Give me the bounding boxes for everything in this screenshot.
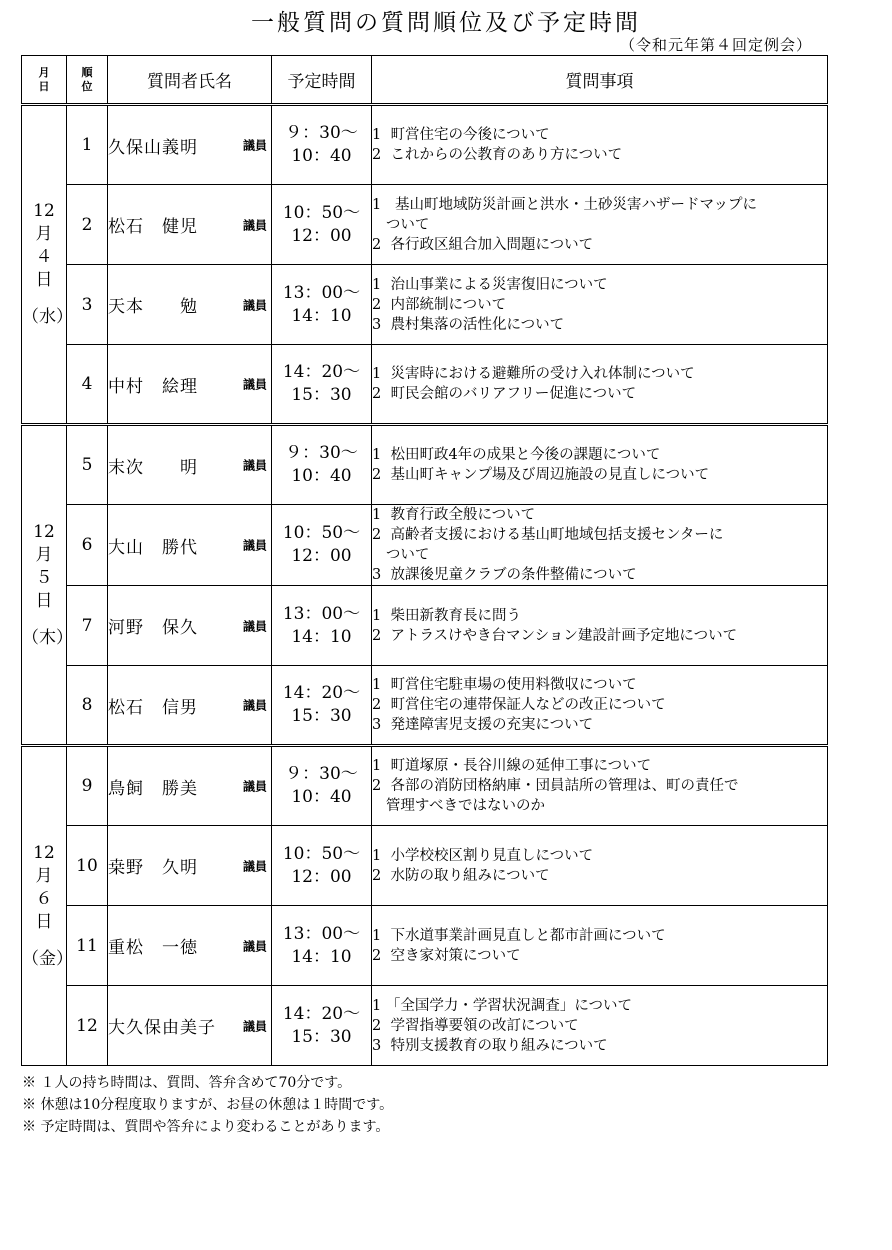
time-cell (272, 986, 372, 1066)
title-suffix: 議員 (242, 538, 267, 553)
day-date (22, 105, 73, 425)
topic-item: 2 各部の消防団格納庫・団員詰所の管理は、町の責任で 管理すべきではないのか (372, 778, 739, 814)
topics-cell (372, 345, 828, 425)
page-title: 一般質問の質問順位及び予定時間 (251, 10, 641, 36)
name-cell (108, 105, 272, 185)
date-part: 日 (35, 590, 53, 611)
table-row (22, 505, 828, 586)
questioner-name: 久保山義明 (108, 137, 198, 158)
note-1: ※ １人の持ち時間は、質問、答弁含めて70分です。 (22, 1075, 352, 1091)
topics-cell (372, 265, 828, 345)
date-part: 日 (35, 270, 53, 290)
topic-item: 2 町営住宅の連帯保証人などの改正について (372, 697, 666, 713)
questioner-name: 松石 信男 (108, 697, 198, 718)
topic-item: 3 発達障害児支援の充実について (372, 717, 594, 733)
name-cell (108, 425, 272, 505)
table-row (22, 105, 828, 185)
name-cell (108, 505, 272, 586)
end-time: 12：00 (291, 546, 352, 566)
name-cell (108, 185, 272, 265)
title-suffix: 議員 (242, 779, 267, 794)
end-time: 15：30 (291, 706, 352, 726)
page-subtitle: （令和元年第４回定例会） (619, 36, 812, 54)
day-date (22, 746, 73, 1066)
end-time: 15：30 (291, 1026, 352, 1047)
date-part: 月 (35, 544, 53, 565)
topics-cell (372, 986, 828, 1066)
topic-item: 1 治山事業による災害復旧について (372, 276, 608, 293)
topic-item: 1 柴田新教育長に問う (372, 607, 521, 624)
topic-item: 1 教育行政全般について (372, 507, 536, 523)
topics-cell (372, 746, 828, 826)
name-cell (108, 666, 272, 746)
rank-cell: 7 (67, 586, 108, 666)
table-row (22, 586, 828, 666)
rank-cell: 11 (67, 906, 108, 986)
header-name: 質問者氏名 (108, 56, 272, 105)
questioner-name: 中村 絵理 (108, 376, 198, 397)
rank-cell: 10 (67, 826, 108, 906)
end-time: 14：10 (291, 946, 352, 967)
topic-item: 1 町営住宅駐車場の使用料徴収について (372, 677, 637, 693)
topic-item: 1 小学校校区割り見直しについて (372, 847, 594, 864)
table-row (22, 906, 828, 986)
topic-item: 1 町道塚原・長谷川線の延伸工事について (372, 758, 652, 774)
note-2: ※ 休憩は10分程度取りますが、お昼の休憩は１時間です。 (22, 1097, 394, 1113)
topic-item: 2 アトラスけやき台マンション建設計画予定地について (372, 627, 738, 644)
topics-cell (372, 105, 828, 185)
table-row (22, 746, 828, 826)
topic-item: 2 これからの公教育のあり方について (372, 147, 623, 163)
topics-cell (372, 185, 828, 265)
time-cell (272, 505, 372, 586)
table-header (22, 56, 828, 105)
end-time: 15：30 (291, 385, 352, 405)
time-cell (272, 826, 372, 906)
topic-item: 3 放課後児童クラブの条件整備について (372, 567, 637, 583)
date-part: ４ (35, 247, 53, 267)
questioner-name: 大山 勝代 (108, 537, 198, 558)
topics-cell (372, 906, 828, 986)
topic-item: 1 町営住宅の今後について (372, 127, 550, 143)
questioner-name: 重松 一徳 (108, 938, 198, 958)
start-time: ９：30～ (285, 443, 358, 463)
topics-cell (372, 586, 828, 666)
title-suffix: 議員 (242, 218, 267, 232)
rank-cell: 5 (67, 425, 108, 505)
name-cell (108, 345, 272, 425)
header-date: 月 日 (22, 56, 67, 105)
title-suffix: 議員 (242, 698, 267, 713)
date-part: 12 (33, 842, 55, 863)
start-time: 13：00～ (282, 603, 361, 624)
time-cell (272, 586, 372, 666)
table-row (22, 986, 828, 1066)
notes (22, 1072, 393, 1138)
day-group (22, 105, 828, 425)
name-cell (108, 906, 272, 986)
end-time: 10：40 (291, 146, 352, 166)
topics-cell (372, 505, 828, 586)
name-cell (108, 265, 272, 345)
date-part: ５ (35, 567, 53, 588)
topic-item: 2 各行政区組合加入問題について (372, 236, 594, 253)
end-time: 14：10 (291, 305, 352, 326)
date-part: 12 (33, 521, 55, 542)
end-time: 10：40 (291, 466, 352, 486)
title-suffix: 議員 (242, 619, 267, 633)
time-cell (272, 666, 372, 746)
name-cell (108, 826, 272, 906)
time-cell (272, 265, 372, 345)
end-time: 12：00 (291, 225, 352, 246)
start-time: ９：30～ (285, 764, 358, 784)
start-time: 14：20～ (282, 1003, 361, 1024)
weekday: （水） (22, 307, 73, 327)
time-cell (272, 746, 372, 826)
start-time: 10：50～ (282, 202, 361, 223)
questioner-name: 松石 健児 (108, 217, 198, 237)
topic-item: 1 基山町地域防災計画と洪水・土砂災害ハザードマップに ついて (372, 196, 757, 233)
weekday: （木） (22, 627, 73, 648)
topic-item: 2 内部統制について (372, 296, 507, 313)
date-part: 月 (35, 224, 53, 244)
time-cell (272, 906, 372, 986)
start-time: 13：00～ (282, 923, 361, 944)
questioner-name: 末次 明 (108, 457, 198, 478)
day-group (22, 425, 828, 746)
title-suffix: 議員 (242, 1019, 267, 1033)
start-time: 10：50～ (282, 523, 361, 543)
day-group (22, 746, 828, 1066)
title-suffix: 議員 (242, 138, 267, 153)
title-suffix: 議員 (242, 377, 267, 392)
end-time: 14：10 (291, 626, 352, 647)
date-part: 12 (33, 201, 55, 221)
rank-cell: 3 (67, 265, 108, 345)
rank-cell: 9 (67, 746, 108, 826)
time-cell (272, 345, 372, 425)
topic-item: 3 農村集落の活性化について (372, 316, 565, 333)
weekday: （金） (22, 948, 73, 969)
topics-cell (372, 666, 828, 746)
header-topics: 質問事項 (372, 56, 828, 105)
questioner-name: 河野 保久 (108, 618, 198, 638)
note-3: ※ 予定時間は、質問や答弁により変わることがあります。 (22, 1119, 390, 1135)
topic-item: 1 下水道事業計画見直しと都市計画について (372, 927, 666, 944)
time-cell (272, 105, 372, 185)
topic-item: 3 特別支援教育の取り組みについて (372, 1037, 608, 1054)
date-part: 日 (35, 911, 53, 932)
rank-cell: 4 (67, 345, 108, 425)
topics-cell (372, 425, 828, 505)
date-part: ６ (35, 888, 53, 909)
start-time: 14：20～ (282, 683, 361, 703)
name-cell (108, 986, 272, 1066)
title-suffix: 議員 (242, 298, 267, 312)
rank-cell: 6 (67, 505, 108, 586)
time-cell (272, 425, 372, 505)
topic-item: 1 松田町政4年の成果と今後の課題について (372, 447, 661, 463)
table-row (22, 826, 828, 906)
questioner-name: 大久保由美子 (108, 1018, 216, 1038)
topic-item: 2 学習指導要領の改訂について (372, 1017, 579, 1034)
topic-item: 1 災害時における避難所の受け入れ体制について (372, 366, 695, 382)
date-part: 月 (35, 865, 53, 886)
day-date (22, 425, 73, 746)
questioner-name: 鳥飼 勝美 (108, 778, 198, 799)
rank-cell: 2 (67, 185, 108, 265)
rank-cell: 8 (67, 666, 108, 746)
start-time: ９：30～ (285, 123, 358, 143)
rank-cell: 12 (67, 986, 108, 1066)
table-row (22, 265, 828, 345)
header-time: 予定時間 (272, 56, 372, 105)
name-cell (108, 746, 272, 826)
topics-cell (372, 826, 828, 906)
schedule-table (21, 55, 828, 1066)
start-time: 13：00～ (282, 282, 361, 303)
title-suffix: 議員 (242, 458, 267, 473)
table-row (22, 425, 828, 505)
time-cell (272, 185, 372, 265)
title-suffix: 議員 (242, 859, 267, 873)
start-time: 10：50～ (282, 843, 361, 864)
header-rank: 順 位 (67, 56, 108, 105)
start-time: 14：20～ (282, 362, 361, 382)
topic-item: 2 高齢者支援における基山町地域包括支援センターに ついて (372, 527, 724, 563)
topic-item: 2 基山町キャンプ場及び周辺施設の見直しについて (372, 467, 710, 483)
questioner-name: 天本 勉 (108, 297, 198, 317)
name-cell (108, 586, 272, 666)
title-suffix: 議員 (242, 939, 267, 953)
topic-item: 1 「全国学力・学習状況調査」について (372, 997, 633, 1014)
topic-item: 2 町民会館のバリアフリー促進について (372, 386, 637, 402)
rank-cell: 1 (67, 105, 108, 185)
end-time: 10：40 (291, 787, 352, 807)
end-time: 12：00 (291, 866, 352, 887)
topic-item: 2 水防の取り組みについて (372, 867, 550, 884)
table-row (22, 185, 828, 265)
table-row (22, 345, 828, 425)
topic-item: 2 空き家対策について (372, 947, 521, 964)
questioner-name: 桒野 久明 (108, 858, 198, 878)
table-row (22, 666, 828, 746)
